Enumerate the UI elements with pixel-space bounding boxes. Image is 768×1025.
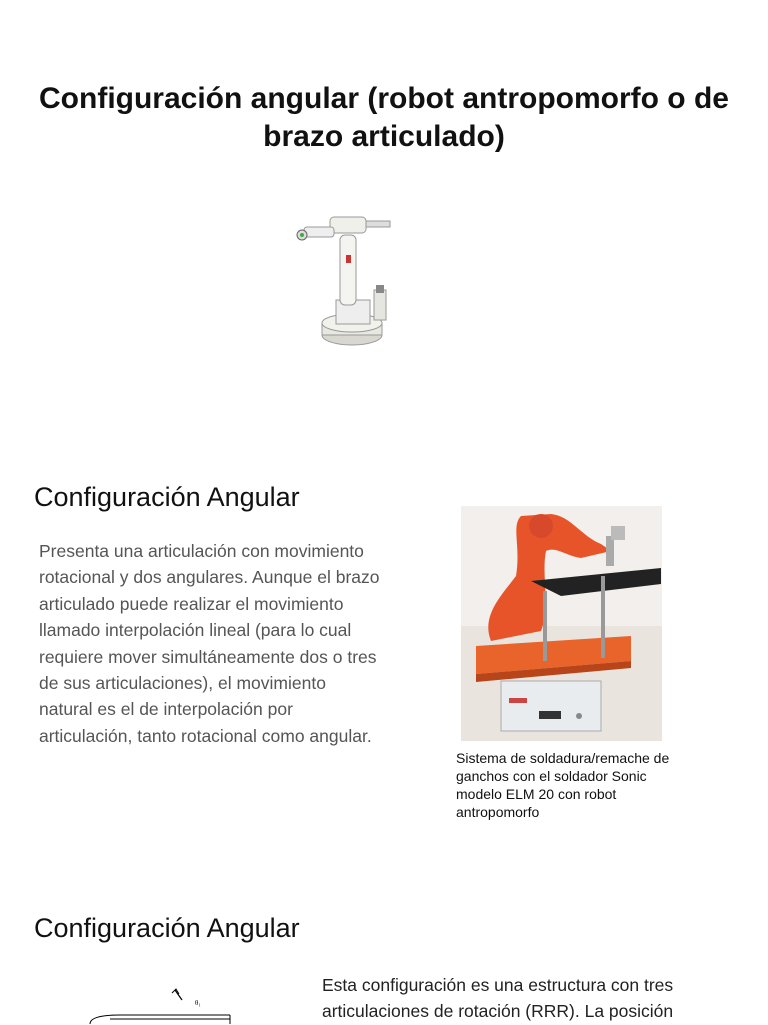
robot-arm-sketch-diagram: [80, 985, 240, 1024]
white-robot-arm-image: [290, 205, 400, 355]
page-title: Configuración angular (robot antropomorfo o de brazo articulado): [39, 82, 729, 153]
section-heading-2: Configuración Angular: [34, 913, 300, 943]
description-paragraph: Presenta una articulación con movimiento rotacional y dos angulares. Aunque el brazo articulado puede realizar el movimiento llamado interpolación lineal (para lo cual requiere mover simultáneamente dos o tres de sus articulaciones), el movimiento natural es el de interpolación por articulación, tanto rotacional como angular.: [39, 541, 380, 746]
orange-robot-welding-photo: [461, 506, 662, 741]
section-heading: Configuración Angular: [34, 482, 300, 512]
description-paragraph-2: Esta configuración es una estructura con tres articulaciones de rotación (RRR). La posición: [322, 975, 674, 1022]
svg-text:θ₁: θ₁: [195, 999, 201, 1007]
photo-caption: Sistema de soldadura/remache de ganchos con el soldador Sonic modelo ELM 20 con robot antropomorfo: [456, 750, 670, 820]
